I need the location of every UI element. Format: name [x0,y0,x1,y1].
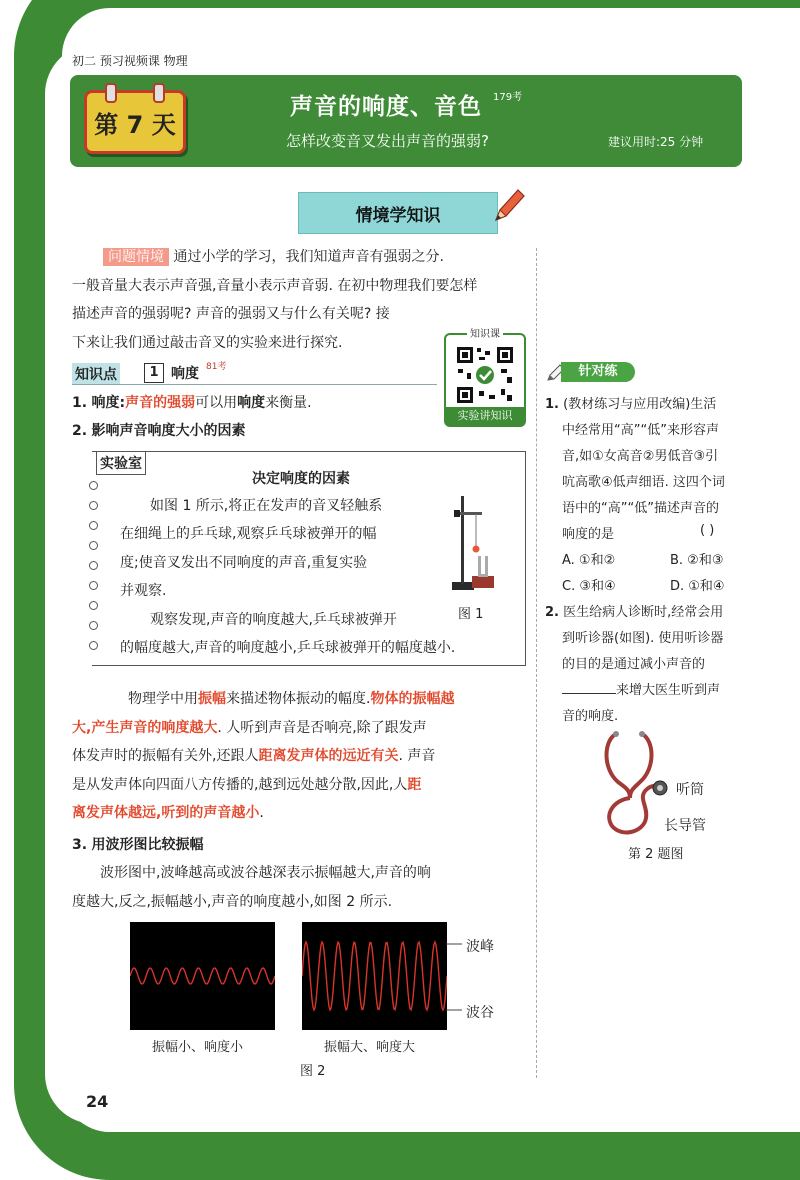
amplitude-term: 振幅 [198,691,226,707]
large-amplitude-caption: 振幅大、响度大 [324,1040,416,1055]
item-2 [72,420,246,440]
q1-option-c[interactable]: C. ③和④ [562,579,616,594]
physics-line-4: 是从发声体向四面八方传播的,越到远处越分散,因此,人距 [72,777,422,793]
suggested-time: 建议用时:25 分钟 [608,135,704,149]
column-divider [536,248,537,1078]
q2-line-1: 2. 医生给病人诊断时,经常会用 [545,605,724,620]
item-2-text: 影响声音响度大小的因素 [91,423,246,439]
knowledge-point-number: 1 [144,363,164,383]
tube-label: 长导管 [664,818,706,834]
wave-label-arrows [446,938,466,1018]
intro-line-1 [103,246,444,266]
knowledge-point-underline [72,384,437,385]
item-1-term: 响度: [91,395,126,411]
lab-line-3: 度;使音叉发出不同响度的声音,重复实验 [120,555,368,571]
item-1 [72,392,312,412]
wave-peak-label: 波峰 [466,939,494,955]
large-amplitude-waveform [302,922,447,1030]
lab-line-4: 并观察. [120,583,167,599]
lab-tag: 实验室 [96,451,146,475]
day-badge [84,90,186,154]
physics-line-1: 物理学中用振幅来描述物体振动的幅度.物体的振幅越 [128,691,455,707]
q1-number: 1. [545,397,559,412]
day-badge-label: 第 7 天 [94,110,176,139]
wave-text-line-1: 波形图中,波峰越高或波谷越深表示振幅越大,声音的响 [100,865,431,881]
pencil-icon [490,186,526,226]
practice-tag: 针对练 [561,362,635,382]
lab-line-5: 观察发现,声音的响度越大,乒乓球被弹开 [150,612,397,628]
qr-code-icon [455,345,515,405]
lab-line-2: 在细绳上的乒乓球,观察乒乓球被弹开的幅 [120,526,377,542]
item-1-highlight: 声音的强弱 [125,395,196,411]
item-2-number: 2. [72,423,88,439]
qr-bottom-label: 实验讲知识 [446,407,524,425]
section-banner-label: 情境学知识 [355,205,441,226]
intro-line-4: 下来让我们通过敲击音叉的实验来进行探究. [72,335,343,351]
q1-line-3: 音,如①女高音②男低音③引 [562,449,719,464]
page-number: 24 [86,1092,109,1111]
practice-banner [545,362,637,384]
figure-1-caption: 图 1 [458,607,484,622]
figure-2-caption: 图 2 [300,1064,326,1079]
tuning-fork-apparatus-figure [440,490,502,595]
item-3 [72,834,204,854]
item-1-end: 来衡量. [265,395,312,411]
knowledge-point-bar [72,363,437,383]
q1-option-b[interactable]: B. ②和③ [670,553,724,568]
calendar-ring-icon [153,83,165,103]
intro-line-2: 一般音量大表示声音强,音量小表示声音弱. 在初中物理我们要怎样 [72,278,478,294]
q1-line-6: 响度的是 [562,527,615,542]
knowledge-point-label: 知识点 [72,363,120,385]
earpiece-label: 听筒 [676,782,704,798]
item-1-mid: 可以用 [195,395,238,411]
lab-line-6: 的幅度越大,声音的响度越小,乒乓球被弹开的幅度越小. [120,640,456,656]
small-amplitude-waveform [130,922,275,1030]
lesson-question: 怎样改变音叉发出声音的强弱? [286,132,489,150]
q1-line-2: 中经常用“高”“低”来形容声 [562,423,719,438]
intro-text-1: 通过小学的学习，我们知道声音有强弱之分. [173,249,444,265]
item-3-number: 3. [72,837,88,853]
q2-number: 2. [545,605,559,620]
physics-line-3: 体发声时的振幅有关外,还跟人距离发声体的远近有关. 声音 [72,748,436,764]
section-banner [298,192,498,234]
item-1-bold: 响度 [237,395,266,411]
q2-figure-caption: 第 2 题图 [628,847,684,862]
intro-line-3: 描述声音的强弱呢? 声音的强弱又与什么有关呢? 接 [72,306,390,322]
q2-line-4: 来增大医生听到声 [562,679,720,698]
item-1-number: 1. [72,395,88,411]
q2-line-3: 的目的是通过减小声音的 [562,657,706,672]
item-3-text: 用波形图比较振幅 [91,837,204,853]
top-label: 初二 预习视频课 物理 [72,54,188,68]
lab-line-1: 如图 1 所示,将正在发声的音叉轻触系 [150,498,383,514]
qr-top-label: 知识课 [467,329,503,340]
q1-line-4: 吭高歌④低声细语. 这四个词 [562,475,725,490]
q1-answer-paren[interactable]: ( ) [700,523,715,538]
q2-blank[interactable] [562,693,616,694]
q1-option-d[interactable]: D. ①和④ [670,579,725,594]
small-amplitude-caption: 振幅小、响度小 [152,1040,244,1055]
calendar-ring-icon [105,83,117,103]
q1-option-a[interactable]: A. ①和② [562,553,616,568]
lab-binding-rings [89,451,97,664]
lab-title: 决定响度的因素 [252,471,350,487]
q1-line-5: 语中的“高”“低”描述声音的 [562,501,719,516]
lesson-title: 声音的响度、音色 [290,94,482,120]
physics-line-2: 大,产生声音的响度越大. 人听到声音是否响亮,除了跟发声 [72,720,427,736]
knowledge-point-title: 响度 [171,366,199,382]
knowledge-point-sup: 81考 [206,362,227,372]
wave-text-line-2: 度越大,反之,振幅越小,声音的响度越小,如图 2 所示. [72,894,393,910]
physics-line-5: 离发声体越远,听到的声音越小. [72,805,264,821]
problem-scenario-tag: 问题情境 [103,248,169,266]
stethoscope-figure [594,728,674,838]
q2-line-5: 音的响度. [562,709,619,724]
wave-trough-label: 波谷 [466,1005,494,1021]
q2-line-2: 到听诊器(如图). 使用听诊器 [562,631,724,646]
lesson-title-sup: 179考 [493,92,523,103]
qr-code-card[interactable] [444,329,526,427]
q1-line-1: 1. (教材练习与应用改编)生活 [545,397,717,412]
